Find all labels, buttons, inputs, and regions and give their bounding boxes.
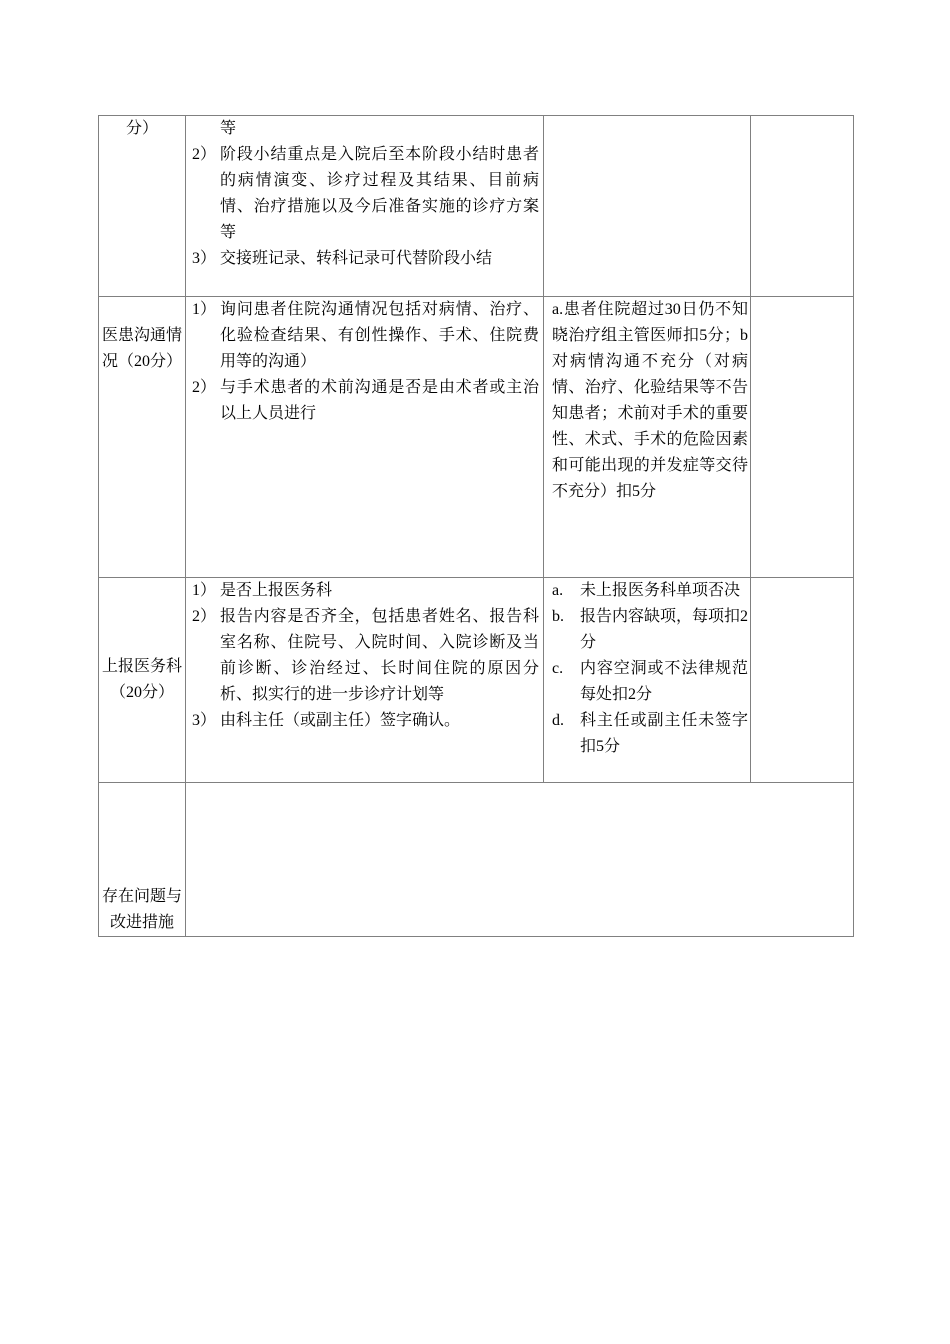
criteria-item	[552, 708, 748, 760]
row-label: 分）	[99, 116, 186, 297]
table-row	[99, 783, 854, 937]
item-number: 3）	[192, 250, 217, 267]
requirement-cell	[186, 578, 544, 783]
item-number: 2）	[192, 379, 217, 396]
row-label: 存在问题与改进措施	[99, 783, 186, 937]
item-number: 1）	[192, 301, 217, 318]
issues-cell	[186, 783, 854, 937]
criteria-cell	[544, 297, 751, 578]
table-row	[99, 578, 854, 783]
item-text: 交接班记录、转科记录可代替阶段小结	[220, 250, 493, 267]
list-item	[192, 708, 539, 734]
criteria-item	[552, 604, 748, 656]
criteria-cell	[544, 578, 751, 783]
score-cell	[751, 578, 854, 783]
list-item	[192, 375, 539, 427]
score-cell	[751, 297, 854, 578]
item-number: 2）	[192, 146, 217, 163]
criteria-key: b.	[552, 608, 564, 625]
criteria-item	[552, 578, 748, 604]
list-item	[192, 142, 539, 246]
list-item	[192, 604, 539, 708]
criteria-text: 内容空洞或不法律规范每处扣2分	[580, 660, 748, 703]
table-row	[99, 116, 854, 297]
list-item	[192, 246, 539, 272]
criteria-text: 报告内容缺项，每项扣2分	[580, 608, 749, 651]
criteria-key: d.	[552, 712, 564, 729]
evaluation-table	[98, 115, 854, 937]
item-text: 阶段小结重点是入院后至本阶段小结时患者的病情演变、诊疗过程及其结果、目前病情、治疗措施以及今后准备实施的诊疗方案等	[220, 146, 539, 241]
criteria-item	[552, 656, 748, 708]
criteria-key: a.	[552, 582, 564, 599]
item-number: 1）	[192, 582, 217, 599]
table-row	[99, 297, 854, 578]
item-text: 询问患者住院沟通情况包括对病情、治疗、化验检查结果、有创性操作、手术、住院费用等的沟通）	[220, 301, 539, 370]
criteria-text: 科主任或副主任未签字扣5分	[580, 712, 748, 755]
criteria-key: c.	[552, 660, 564, 677]
score-cell	[751, 116, 854, 297]
criteria-cell	[544, 116, 751, 297]
item-number: 2）	[192, 608, 217, 625]
requirement-cell	[186, 297, 544, 578]
row-label: 上报医务科（20分）	[99, 578, 186, 783]
item-text: 报告内容是否齐全，包括患者姓名、报告科室名称、住院号、入院时间、入院诊断及当前诊断、诊治经过、长时间住院的原因分析、拟实行的进一步诊疗计划等	[220, 608, 539, 703]
list-item	[192, 578, 539, 604]
row-label: 医患沟通情况（20分）	[99, 297, 186, 578]
item-number: 3）	[192, 712, 217, 729]
item-text: 与手术患者的术前沟通是否是由术者或主治以上人员进行	[220, 379, 539, 422]
list-item	[192, 297, 539, 375]
deduction-text: a.患者住院超过30日仍不知晓治疗组主管医师扣5分；b对病情沟通不充分（对病情、治疗、化验结果等不告知患者；术前对手术的重要性、术式、手术的危险因素和可能出现的并发症等交待不充分）扣5分	[552, 301, 748, 500]
criteria-text: 未上报医务科单项否决	[580, 582, 741, 599]
requirement-cell	[186, 116, 544, 297]
list-item: 等	[220, 120, 237, 137]
item-text: 由科主任（或副主任）签字确认。	[220, 712, 461, 729]
item-text: 是否上报医务科	[220, 582, 333, 599]
